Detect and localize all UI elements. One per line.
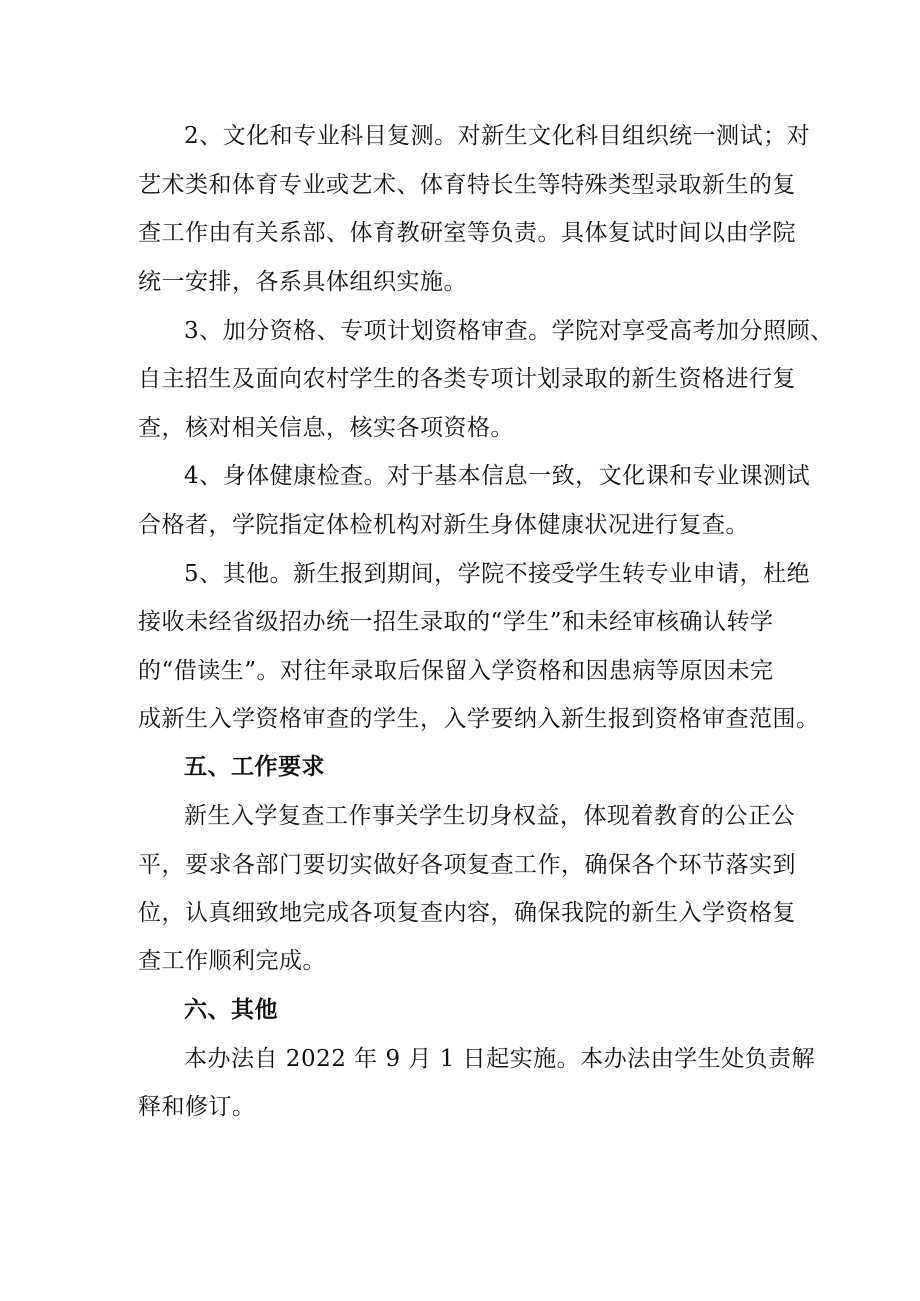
paragraph-2-line-3: 查工作由有关系部、体育教研室等负责。具体复试时间以由学院	[138, 220, 796, 246]
paragraph-5-line-3: 的“借读生”。对往年录取后保留入学资格和因患病等原因未完	[138, 658, 774, 684]
paragraph-4-line-1: 4、身体健康检查。对于基本信息一致，文化课和专业课测试	[184, 463, 811, 489]
paragraph-requirements-line-3: 位，认真细致地完成各项复查内容，确保我院的新生入学资格复	[138, 900, 796, 926]
paragraph-requirements-line-4: 查工作顺利完成。	[138, 948, 326, 974]
paragraph-other-line-2: 释和修订。	[138, 1094, 256, 1120]
paragraph-2-line-2: 艺术类和体育专业或艺术、体育特长生等特殊类型录取新生的复	[138, 172, 796, 198]
paragraph-5-line-1: 5、其他。新生报到期间，学院不接受学生转专业申请，杜绝	[184, 561, 811, 587]
paragraph-2-line-4: 统一安排，各系具体组织实施。	[138, 269, 467, 295]
paragraph-other-line-1: 本办法自 2022 年 9 月 1 日起实施。本办法由学生处负责解	[184, 1046, 816, 1072]
paragraph-2-line-1: 2、文化和专业科目复测。对新生文化科目组织统一测试；对	[184, 123, 811, 149]
paragraph-3-line-2: 自主招生及面向农村学生的各类专项计划录取的新生资格进行复	[138, 366, 796, 392]
paragraph-3-line-3: 查，核对相关信息，核实各项资格。	[138, 415, 514, 441]
section-heading-work-requirements: 五、工作要求	[184, 754, 325, 780]
paragraph-5-line-2: 接收未经省级招办统一招生录取的“学生”和未经审核确认转学	[138, 609, 774, 635]
paragraph-3-line-1: 3、加分资格、专项计划资格审查。学院对享受高考加分照顾、	[184, 318, 834, 344]
paragraph-requirements-line-2: 平，要求各部门要切实做好各项复查工作，确保各个环节落实到	[138, 852, 796, 878]
section-heading-other: 六、其他	[184, 997, 278, 1023]
paragraph-5-line-4: 成新生入学资格审查的学生，入学要纳入新生报到资格审查范围。	[138, 706, 820, 732]
paragraph-requirements-line-1: 新生入学复查工作事关学生切身权益，体现着教育的公正公	[184, 803, 795, 829]
paragraph-4-line-2: 合格者，学院指定体检机构对新生身体健康状况进行复查。	[138, 512, 749, 538]
